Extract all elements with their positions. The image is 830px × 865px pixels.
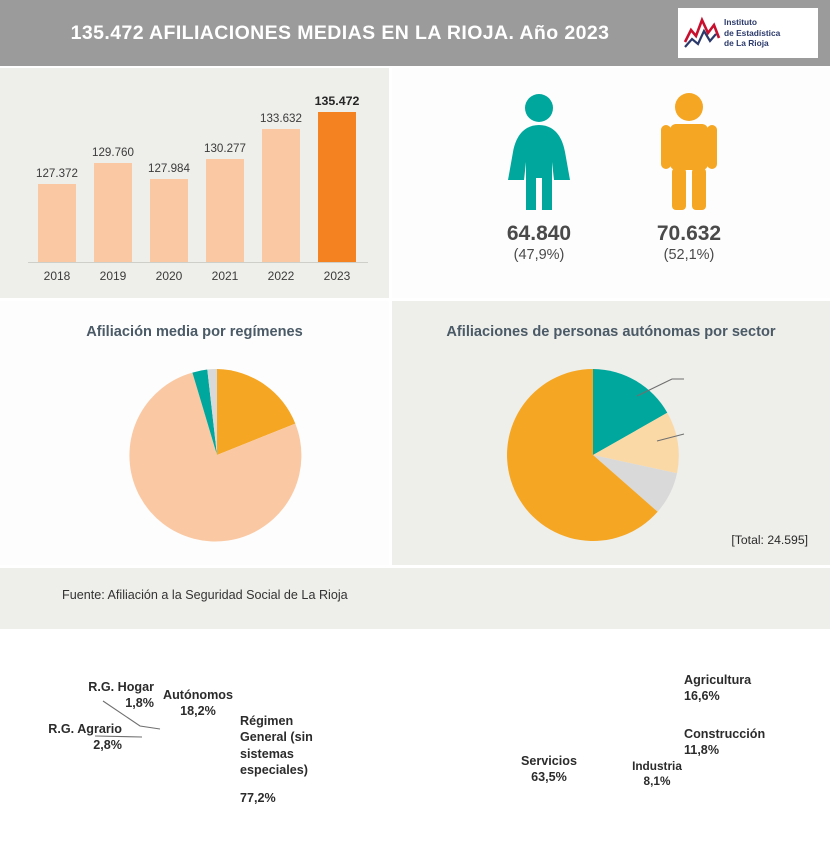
logo-line-1: Instituto — [724, 16, 758, 27]
female-percent: (47,9%) — [513, 247, 565, 263]
bar-value-2019: 129.760 — [92, 146, 134, 159]
bar-value-2023: 135.472 — [314, 94, 360, 108]
header-bar — [0, 0, 830, 66]
bar-rect-2021 — [206, 159, 244, 262]
label-autonomos-name: Autónomos — [163, 688, 233, 702]
label-general — [240, 713, 336, 807]
logo-text — [721, 17, 780, 49]
bar-value-2022: 133.632 — [260, 112, 302, 125]
source-note: Fuente: Afiliación a la Seguridad Social de La Rioja — [62, 588, 348, 602]
label-hogar-name: R.G. Hogar — [88, 680, 154, 694]
bar-group-2020 — [148, 162, 190, 283]
bar-group-2018 — [36, 167, 78, 283]
label-servicios-value: 63,5% — [531, 770, 567, 785]
label-agrario — [10, 721, 122, 753]
bar-chart-panel — [0, 68, 389, 298]
bar-rect-2019 — [94, 163, 132, 262]
pie-regimes — [112, 350, 322, 560]
bar-chart — [28, 84, 368, 296]
label-industria-value: 8,1% — [643, 774, 671, 789]
label-servicios-name: Servicios — [520, 754, 577, 768]
bar-chart-baseline — [28, 262, 368, 263]
autonomos-total-note: [Total: 24.595] — [731, 533, 808, 547]
gender-male-block — [614, 92, 764, 263]
autonomos-title: Afiliaciones de personas autónomas por sector — [446, 324, 776, 340]
label-general-value: 77,2% — [240, 791, 276, 806]
bar-value-2018: 127.372 — [36, 167, 78, 180]
chart-zigzag-icon — [683, 16, 721, 50]
bar-rect-2022 — [262, 129, 300, 262]
label-construccion-name: Construcción — [684, 727, 766, 741]
bar-label-2020: 2020 — [155, 269, 183, 283]
label-autonomos — [152, 687, 244, 720]
bar-value-2021: 130.277 — [204, 142, 246, 155]
logo — [678, 8, 818, 58]
bar-label-2022: 2022 — [267, 269, 295, 283]
label-agrario-value: 2,8% — [93, 738, 122, 753]
bar-label-2019: 2019 — [99, 269, 127, 283]
label-hogar — [44, 679, 154, 711]
bar-rect-2018 — [38, 184, 76, 262]
gender-female-block — [464, 92, 614, 263]
logo-line-3: de La Rioja — [724, 38, 769, 49]
autonomos-panel — [392, 301, 830, 789]
female-figure-icon — [464, 92, 614, 214]
bar-rect-2023 — [318, 112, 356, 262]
male-percent: (52,1%) — [663, 247, 715, 263]
bar-group-2019 — [92, 146, 134, 283]
label-construccion-value: 11,8% — [684, 743, 720, 758]
label-industria — [622, 759, 692, 790]
bar-label-2023: 2023 — [323, 269, 351, 283]
label-agricultura — [684, 672, 814, 704]
label-agricultura-value: 16,6% — [684, 689, 720, 704]
gender-panel — [392, 68, 830, 298]
bar-group-2023 — [314, 94, 360, 283]
male-value: 70.632 — [656, 222, 722, 245]
label-construccion — [684, 726, 820, 758]
bar-label-2021: 2021 — [211, 269, 239, 283]
bar-group-2021 — [204, 142, 246, 283]
label-autonomos-value: 18,2% — [180, 704, 216, 719]
label-general-name: Régimen General (sin sistemas especiales) — [240, 714, 313, 778]
logo-line-2: de Estadística — [724, 27, 781, 38]
label-hogar-value: 1,8% — [125, 696, 154, 711]
bar-group-2022 — [260, 112, 302, 283]
label-industria-name: Industria — [632, 759, 682, 773]
footer-bar — [0, 568, 830, 629]
label-agricultura-name: Agricultura — [684, 673, 752, 687]
bar-value-2020: 127.984 — [148, 162, 190, 175]
bar-rect-2020 — [150, 179, 188, 262]
label-servicios — [504, 753, 594, 786]
regimes-title: Afiliación media por regímenes — [86, 324, 303, 340]
label-agrario-name: R.G. Agrario — [48, 722, 122, 736]
page-title: 135.472 AFILIACIONES MEDIAS EN LA RIOJA. Año 2023 — [70, 21, 610, 44]
female-value: 64.840 — [506, 222, 572, 245]
autonomos-leader-lines — [392, 301, 830, 565]
male-figure-icon — [614, 92, 764, 214]
bar-label-2018: 2018 — [43, 269, 71, 283]
